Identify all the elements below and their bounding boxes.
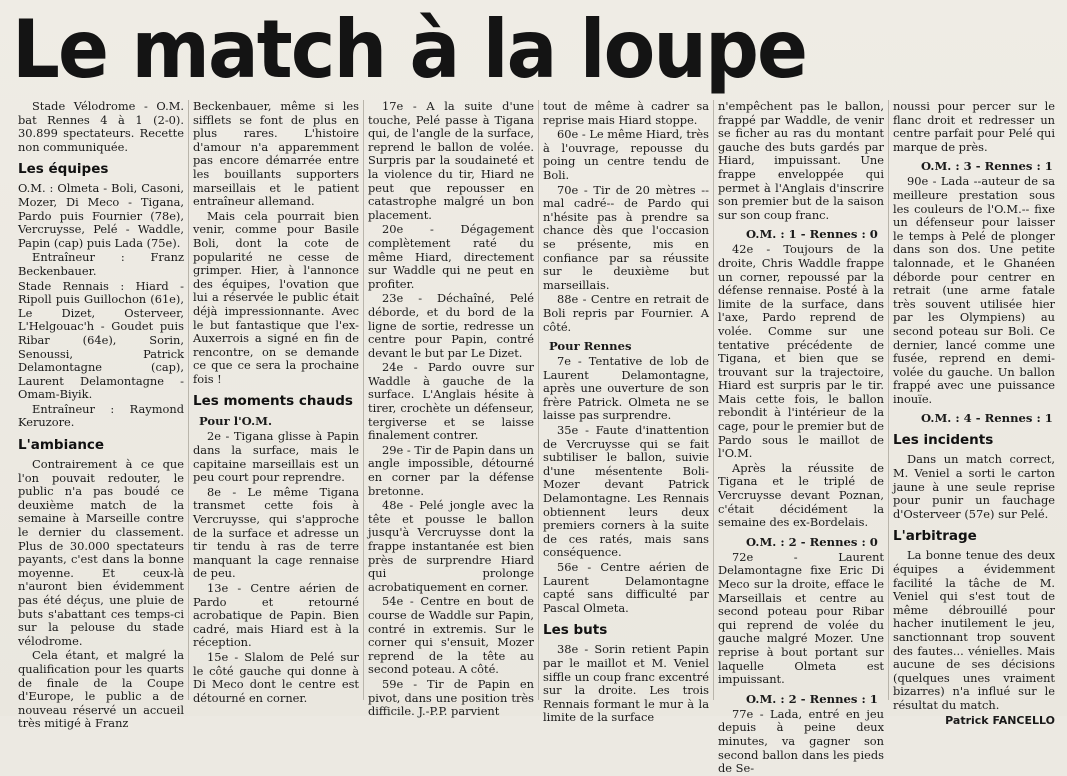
moment-entry: 20e - Dégagement complètement raté du même Hiard, directement sur Waddle qui ne peut en profiter. — [368, 222, 534, 291]
section-heading-arbitrage: L'arbitrage — [893, 528, 977, 545]
paragraph: noussi pour percer sur le flanc droit et redresser un centre parfait pour Pelé qui marque de près. — [893, 99, 1055, 154]
moment-entry: 48e - Pelé jongle avec la tête et pousse le ballon jusqu'à Vercruysse dont la frappe instantanée est bien près de surprendre Hiard qui prolonge acrobatiquement en corner. — [368, 498, 534, 594]
score-line: O.M. : 3 - Rennes : 1 — [921, 159, 1053, 174]
coach-rennes: Entraîneur : Raymond Keruzore. — [18, 401, 184, 430]
paragraph: Mais cela pourrait bien venir, comme pour Basile Boli, dont la cote de popularité ne cesse de grimper. Hier, à l'annonce des équipes, l'ovation que lui a réservée le public était déjà impressionnante. Avec le but fantastique que l'ex-Auxerrois a signé en fin de rencontre, on se demande ce que ce sera la prochaine fois ! — [193, 208, 359, 386]
moment-entry: 8e - Le même Tigana transmet cette fois à Vercruysse, qui s'approche de la surface et adresse un tir tendu à ras de terre manquant la cage rennaise de peu. — [193, 484, 359, 581]
moment-entry: 59e - Tir de Papin en pivot, dans une position très difficile. J.-P.P. parvient — [368, 676, 534, 719]
column-rule — [188, 100, 189, 700]
moment-entry: 2e - Tigana glisse à Papin dans la surface, mais le capitaine marseillais est un peu court pour reprendre. — [193, 429, 359, 485]
moment-entry: 7e - Tentative de lob de Laurent Delamontagne, après une ouverture de son frère Patrick. Olmeta ne se laisse pas surprendre. — [543, 354, 709, 423]
paragraph: n'empêchent pas le ballon, frappé par Waddle, de venir se ficher au ras du montant gauche des buts gardés par Hiard, impuissant. Une frappe enveloppée qui permet à l'Anglais d'inscrire son premier but de la saison sur son coup franc. — [718, 99, 884, 222]
paragraph: La bonne tenue des deux équipes a évidemment facilité la tâche de M. Veniel qui s'est tout de même débrouillé pour hacher inutilement le jeu, sanctionnant trop souvent des fautes... vénielles. Mais aucune de ses décisions (quelques unes vraiment bizarres) n'a influé sur le résultat du match. — [893, 548, 1055, 712]
column-4 — [543, 99, 709, 725]
column-rule — [363, 100, 364, 700]
subheading-pour-om: Pour l'O.M. — [199, 414, 272, 429]
goal-entry: 90e - Lada --auteur de sa meilleure prestation sous les couleurs de l'O.M.-- fixe un défenseur pour laisser le temps à Pelé de plonger dans son dos. Une petite talonnade, et le Ghanéen déborde pour centrer en retrait (une arme fatale très souvent utilisée hier par les Olympiens) au second poteau sur Boli. Ce dernier, lancé comme une fusée, reprend en demi-volée du gauche. Un ballon frappé avec une puissance inouïe. — [893, 174, 1055, 406]
column-2 — [193, 100, 359, 712]
paragraph: Beckenbauer, même si les sifflets se font de plus en plus rares. L'histoire d'amour n'a apparemment pas encore démarrée entre les bouillants supporters marseillais et le patient entraîneur allemand. — [193, 99, 359, 209]
headline: Le match à la loupe — [12, 3, 807, 96]
moment-entry: 15e - Slalom de Pelé sur le côté gauche qui donne à Di Meco dont le centre est détourné en corner. — [193, 649, 359, 705]
section-heading-ambiance: L'ambiance — [18, 437, 105, 454]
column-6 — [893, 99, 1055, 727]
paragraph: Après la réussite de Tigana et le triplé de Vercruysse devant Poznan, c'était décidément la semaine des ex-Bordelais. — [718, 460, 884, 530]
goal-entry: 42e - Toujours de la droite, Chris Waddle frappe un corner, repoussé par la défense rennaise. Posté à la limite de la surface, dans l'axe, Pardo reprend de volée. Comme sur une tentative précédente de Tigana, et bien que se trouvant sur la trajectoire, Hiard est surpris par le tir. Mais cette fois, le ballon rebondit à l'intérieur de la cage, pour le premier but de Pardo sous le maillot de l'O.M. — [718, 242, 884, 461]
column-rule — [713, 100, 714, 700]
lineup-om: O.M. : Olmeta - Boli, Casoni, Mozer, Di Meco - Tigana, Pardo puis Fournier (78e), Vercruysse, Pelé - Waddle, Papin (cap) puis Lada (75e). — [18, 181, 184, 250]
column-5 — [718, 99, 884, 776]
section-heading-incidents: Les incidents — [893, 432, 994, 449]
moment-entry: 17e - A la suite d'une touche, Pelé passe à Tigana qui, de l'angle de la surface, reprend le ballon de volée. Surpris par la soudaineté et la violence du tir, Hiard ne peut que repousser en catastrophe malgré un bon placement. — [368, 99, 534, 222]
moment-entry: 24e - Pardo ouvre sur Waddle à gauche de la surface. L'Anglais hésite à tirer, crochète un défenseur, tergiverse et se laisse finalement contrer. — [368, 360, 534, 443]
moment-entry: 35e - Faute d'inattention de Vercruysse qui se fait subtiliser le ballon, suivie d'une mésentente Boli-Mozer devant Patrick Delamontagne. Les Rennais obtiennent leurs deux premiers corners à la suite de ces ratés, mais sans conséquence. — [543, 423, 709, 560]
moment-entry: 60e - Le même Hiard, très à l'ouvrage, repousse du poing un centre tendu de Boli. — [543, 127, 709, 182]
column-1 — [18, 99, 184, 731]
moment-entry: 23e - Déchaîné, Pelé déborde, et du bord de la ligne de sortie, redresse un centre pour Papin, contré devant le but par Le Dizet. — [368, 291, 534, 360]
column-rule — [538, 100, 539, 700]
author-signature: Patrick FANCELLO — [945, 713, 1055, 727]
subheading-pour-rennes: Pour Rennes — [549, 339, 632, 354]
score-line: O.M. : 4 - Rennes : 1 — [921, 411, 1053, 426]
score-line: O.M. : 1 - Rennes : 0 — [746, 227, 878, 242]
column-3 — [368, 99, 534, 719]
goal-entry: 38e - Sorin retient Papin par le maillot et M. Veniel siffle un coup franc excentré sur la droite. Les trois Rennais formant le mur à la limite de la surface — [543, 642, 709, 725]
paragraph: tout de même à cadrer sa reprise mais Hiard stoppe. — [543, 99, 709, 127]
moment-entry: 56e - Centre aérien de Laurent Delamontagne capté sans difficulté par Pascal Olmeta. — [543, 560, 709, 615]
section-heading-buts: Les buts — [543, 622, 608, 639]
moment-entry: 54e - Centre en bout de course de Waddle sur Papin, contré in extremis. Sur le corner qui s'ensuit, Mozer reprend de la tête au second poteau. A côté. — [368, 594, 534, 677]
section-heading-moments: Les moments chauds — [193, 393, 353, 410]
column-rule — [888, 100, 889, 700]
moment-entry: 88e - Centre en retrait de Boli repris par Fournier. A côté. — [543, 292, 709, 334]
paragraph: Dans un match correct, M. Veniel a sorti le carton jaune à une seule reprise pour punir un fauchage d'Osterveer (57e) sur Pelé. — [893, 452, 1055, 521]
score-line: O.M. : 2 - Rennes : 1 — [746, 691, 878, 706]
goal-entry: 77e - Lada, entré en jeu depuis à peine deux minutes, va gagner son second ballon dans les pieds de Se- — [718, 706, 884, 776]
paragraph: Contrairement à ce que l'on pouvait redouter, le public n'a pas boudé ce deuxième match de la semaine à Marseille contre le dernier du classement. Plus de 30.000 spectateurs payants, c'est dans la bonne moyenne. Et ceux-là n'auront bien évidemment pas été déçus, une pluie de buts s'abattant ces temps-ci sur la pelouse du stade vélodrome. — [18, 457, 184, 648]
score-line: O.M. : 2 - Rennes : 0 — [746, 534, 878, 549]
section-heading-equipes: Les équipes — [18, 161, 109, 178]
moment-entry: 70e - Tir de 20 mètres --mal cadré-- de Pardo qui n'hésite pas à prendre sa chance dès que l'occasion se présente, mis en confiance par sa réussite sur le deuxième but marseillais. — [543, 182, 709, 292]
lineup-rennes: Stade Rennais : Hiard - Ripoll puis Guillochon (61e), Le Dizet, Osterveer, L'Helgouac'h - Goudet puis Ribar (64e), Sorin, Senoussi, Patrick Delamontagne (cap), Laurent Delamontagne - Omam-Biyik. — [18, 278, 184, 402]
coach-om: Entraîneur : Franz Beckenbauer. — [18, 250, 184, 278]
paragraph: Cela étant, et malgré la qualification pour les quarts de finale de la Coupe d'Europe, le public a de nouveau réservé un accueil très mitigé à Franz — [18, 648, 184, 731]
moment-entry: 29e - Tir de Papin dans un angle impossible, détourné en corner par la défense bretonne. — [368, 442, 534, 498]
intro-paragraph: Stade Vélodrome - O.M. bat Rennes 4 à 1 (2-0). 30.899 spectateurs. Recette non communiquée. — [18, 99, 184, 154]
moment-entry: 13e - Centre aérien de Pardo et retourné acrobatique de Papin. Bien cadré, mais Hiard est à la réception. — [193, 581, 359, 650]
goal-entry: 72e - Laurent Delamontagne fixe Eric Di Meco sur la droite, efface le Marseillais et centre au second poteau pour Ribar qui reprend de volée du gauche malgré Mozer. Une reprise à bout portant sur laquelle Olmeta est impuissant. — [718, 549, 884, 687]
